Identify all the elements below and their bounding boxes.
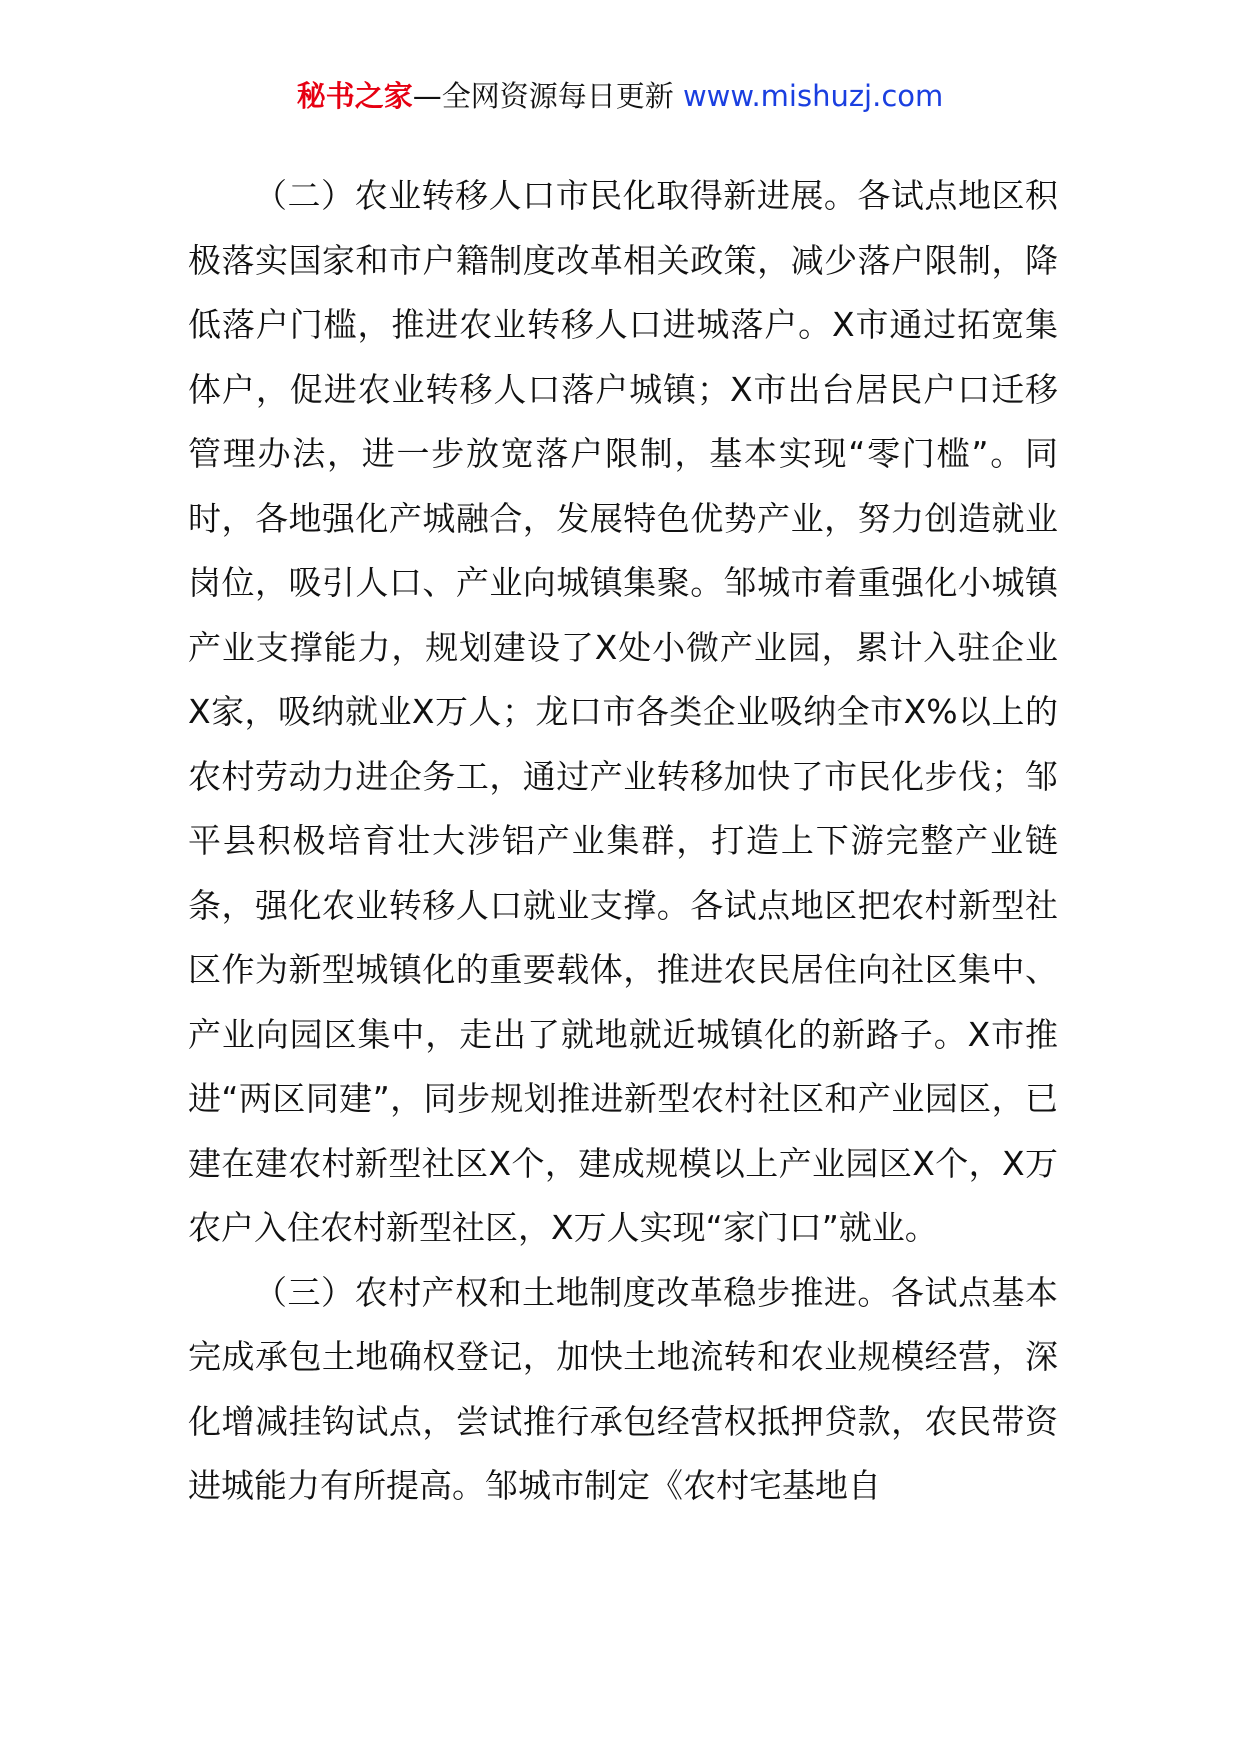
paragraph-urbanization-progress: （二）农业转移人口市民化取得新进展。各试点地区积极落实国家和市户籍制度改革相关政策，减少落户限制，降低落户门槛，推进农业转移人口进城落户。X市通过拓宽集体户，促进农业转移人口落户城镇；X市出台居民户口迁移管理办法，进一步放宽落户限制，基本实现“零门槛”。同时，各地强化产城融合，发展特色优势产业，努力创造就业岗位，吸引人口、产业向城镇集聚。邹城市着重强化小城镇产业支撑能力，规划建设了X处小微产业园，累计入驻企业X家，吸纳就业X万人；龙口市各类企业吸纳全市X%以上的农村劳动力进企务工，通过产业转移加快了市民化步伐；邹平县积极培育壮大涉铝产业集群，打造上下游完整产业链条，强化农业转移人口就业支撑。各试点地区把农村新型社区作为新型城镇化的重要载体，推进农民居住向社区集中、产业向园区集中，走出了就地就近城镇化的新路子。X市推进“两区同建”，同步规划推进新型农村社区和产业园区，已建在建农村新型社区X个，建成规模以上产业园区X个，X万农户入住农村新型社区，X万人实现“家门口”就业。: [188, 176, 1058, 1247]
document-body: [188, 164, 1058, 1519]
brand-name: 秘书之家: [296, 79, 413, 113]
site-header: [0, 76, 1240, 116]
header-tagline: —全网资源每日更新: [412, 79, 683, 113]
paragraph-land-reform: （三）农村产权和土地制度改革稳步推进。各试点基本完成承包土地确权登记，加快土地流转和农业规模经营，深化增减挂钩试点，尝试推行承包经营权抵押贷款，农民带资进城能力有所提高。邹城市制定《农村宅基地自: [188, 1272, 1058, 1505]
website-link[interactable]: www.mishuzj.com: [682, 79, 944, 113]
